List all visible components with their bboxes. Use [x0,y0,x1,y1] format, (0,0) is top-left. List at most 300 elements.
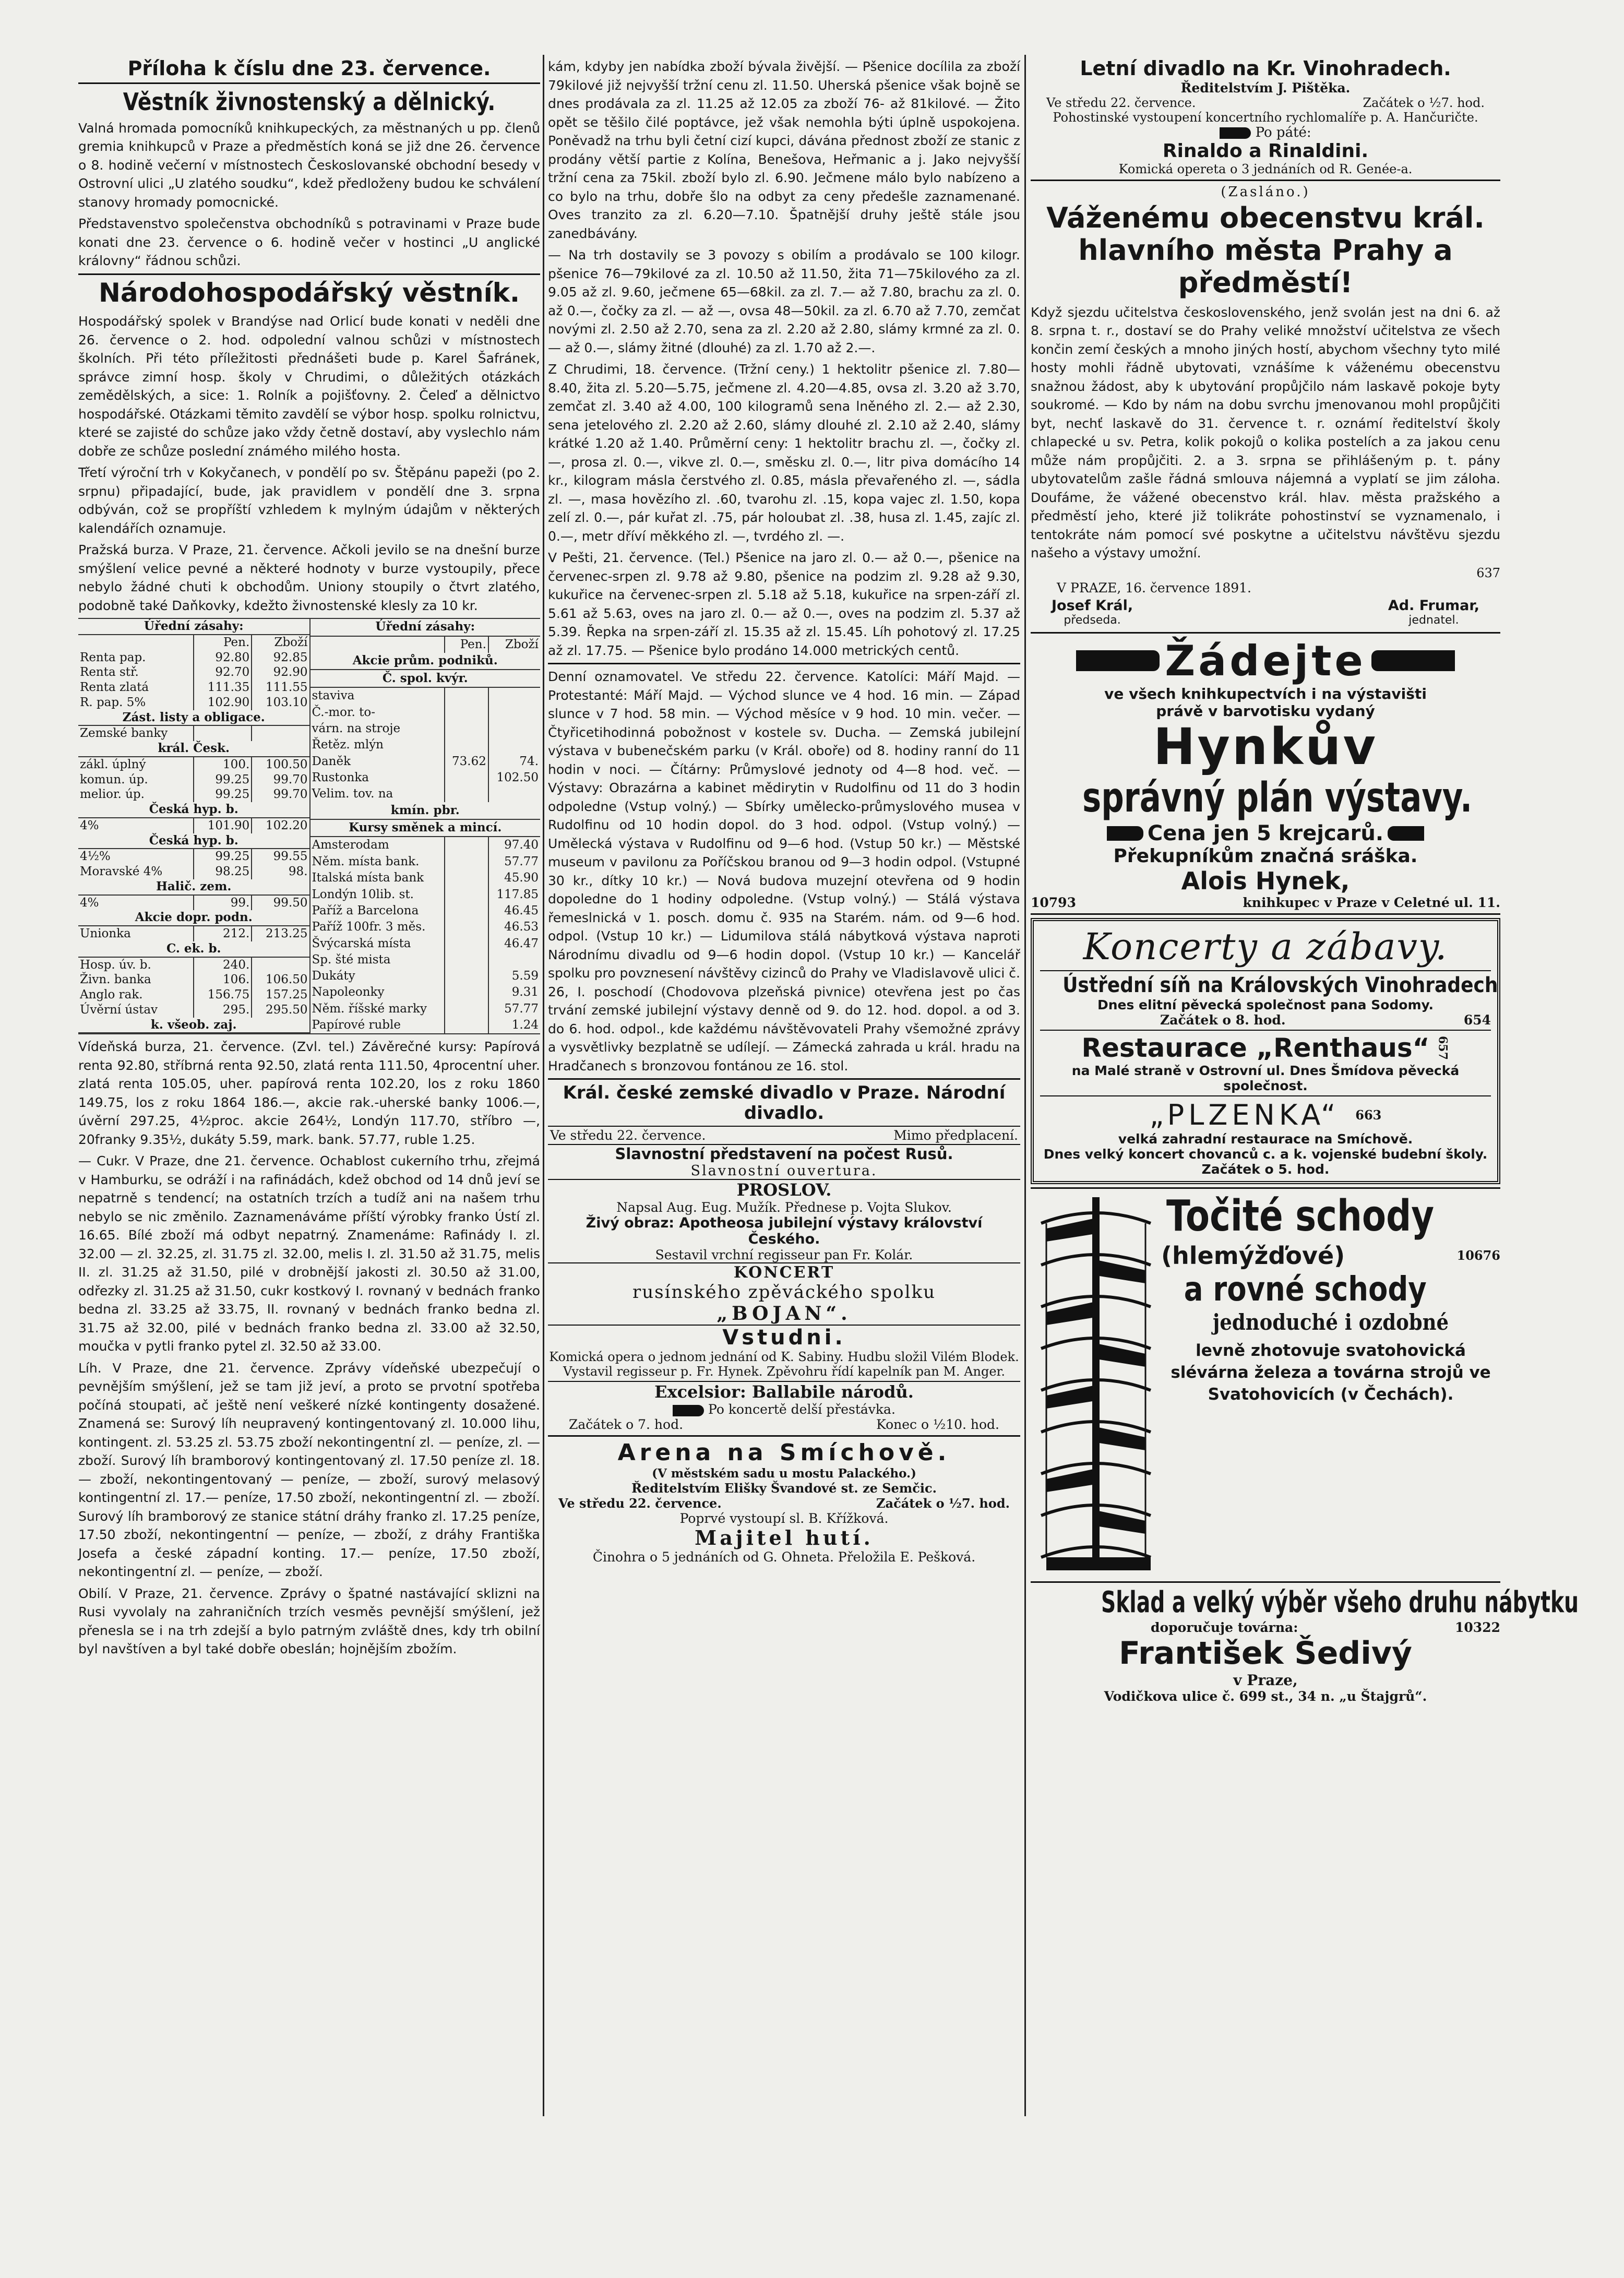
trade-news-heading: Věstník živnostenský a dělnický. [123,87,496,116]
appeal-signatures [1031,595,1500,629]
trade-article-1: Valná hromada pomocníků knihkupeckých, za městnaných u pp. členů gremia knihkupců v Praze a předměstích koná se již dne 26. července o 8. hodině večerní v místnostech Českoslovanské obchodní besedy v Ostrovní ulici „U zlatého soudku“, kdež předloženy budou ke schválení stanovy hromady pomocnické. [78,120,540,210]
furniture-city: v Praze, [1233,1671,1298,1689]
divider [1040,1030,1491,1031]
appeal-heading: Váženému obecenstvu král. hlavního města Prahy a předměstí! [1046,201,1485,299]
bid-value [445,704,488,720]
hynek-address: knihkupec v Praze v Celetné ul. 11. [1243,895,1500,911]
table-row [310,837,541,853]
security-name: Londýn 10lib. st. [310,886,445,902]
security-name: 4½% [78,849,194,864]
exchange-table-left [78,619,309,1033]
bid-value [445,919,488,935]
vinohrady-date-row [1031,96,1500,110]
table-row [310,1001,541,1017]
vinohrady-performance-text: Po páté: [1255,124,1311,140]
divider [548,1078,1020,1080]
furniture-recommend: doporučuje továrna: [1151,1619,1298,1635]
ask-value: 74. [519,754,539,768]
theatre-times [548,1417,1020,1432]
teachers-appeal [1031,184,1500,629]
exchange-table [78,618,540,1034]
arena-play-credits: Činohra o 5 jednáních od G. Ohneta. Přeložila E. Pešková. [592,1549,976,1565]
security-name: Švýcarská místa [310,935,445,951]
theatre-opera-credits: Komická opera o jednom jednání od K. Sabiny. Hudbu složil Vilém Blodek. Vystavil regisseur p. Fr. Hynek. Zpěvohru řídí kapelník pan M. Anger. [549,1350,1019,1379]
table-row [310,819,541,837]
bid-value [445,870,488,886]
ask-value: 98. [288,865,308,879]
ask-value: 213.25 [266,927,308,941]
table-row [78,802,309,818]
staircase-text [1161,1192,1500,1406]
table-row [78,972,309,987]
ask-value: 57.77 [504,854,539,868]
ask-value: 99.70 [273,788,308,802]
bid-value [445,935,488,951]
security-name: R. pap. 5% [78,695,194,710]
ask-value: 106.50 [266,973,308,987]
theatre-overture: Slavnostní ouvertura. [548,1163,1020,1180]
theatre-subscription: Mimo předplacení. [893,1128,1018,1143]
table-row [78,650,309,665]
table-row [78,926,309,941]
theatre-start: Začátek o 7. hod. [569,1417,684,1433]
security-name: Zást. listy a obligace. [78,710,309,726]
furniture-address: Vodičkova ulice č. 699 st., 34 n. „u Štajgrů“. [1104,1688,1427,1704]
security-name: staviva [310,687,445,704]
security-name: Řetěz. mlýn [310,737,445,753]
security-name: Halič. zem. [78,879,309,895]
table-title-row [78,619,309,635]
security-name: Kursy směnek a mincí. [310,819,541,837]
ask-value [488,687,540,704]
bid-value: 98.25 [194,864,252,879]
bid-value: 295. [194,1003,252,1018]
plzenka-heading: „PLZENKA“ [1149,1099,1340,1132]
security-name: Něm. místa bank. [310,854,445,870]
bid-value [445,687,488,704]
ask-value: 102.50 [496,770,539,784]
table-row [78,665,309,680]
pointing-hand-icon [673,1405,704,1416]
theatre-heading: Král. české zemské divadlo v Praze. Národní divadlo. [563,1082,1006,1124]
vinohrady-date: Ve středu 22. července. [1046,95,1196,110]
table-row [310,903,541,919]
ask-value: 102.20 [266,818,308,832]
ask-value: 46.53 [504,920,539,934]
table-row [78,849,309,864]
security-name: komun. úp. [78,772,194,788]
furniture-number: 10322 [1455,1619,1500,1635]
bid-value [445,1017,488,1033]
economy-news-heading: Národohospodářský věstník. [99,277,520,308]
security-name: Akcie dopr. podn. [78,910,309,926]
column-header: Pen. [194,635,252,650]
security-name: Úvěrní ústav [78,1003,194,1018]
arena-location: (V městském sadu u mostu Palackého.) [652,1466,916,1481]
table-row [78,987,309,1003]
ask-value [488,786,540,802]
divider [548,663,1020,664]
vinohrady-direction: Ředitelstvím J. Pištěka. [1180,80,1351,96]
arena-play-title: Majitel hutí. [695,1525,874,1549]
table-column-headers [78,635,309,650]
ask-heading: Žádejte [1165,636,1366,685]
vinohrady-theatre-ad [1031,57,1500,176]
ask-value: 99.50 [273,896,308,910]
bid-value: 99.25 [194,787,252,802]
divider [1031,180,1500,181]
divider [1031,913,1500,915]
plzenka-program: Dnes velký koncert chovanců c. a k. vojenské budební školy. Začátek o 5. hod. [1043,1147,1488,1177]
security-name: Anglo rak. [78,987,194,1003]
table-row [78,772,309,788]
furniture-recommend-row [1031,1620,1500,1635]
appeal-date: V PRAZE, 16. července 1891. [1057,580,1251,595]
ask-value: 57.77 [504,1001,539,1016]
bid-value [445,721,488,737]
bid-value: 92.80 [194,650,252,665]
security-name: Akcie prům. podniků. [310,653,541,670]
bid-value: 99.25 [194,772,252,788]
table-row [310,704,541,720]
ask-value [488,952,540,968]
theatre-opera-title: Vstudni. [722,1326,846,1350]
snail-row [1161,1242,1500,1270]
bid-value: 100. [194,757,252,772]
national-theatre-ad [548,1083,1020,1432]
security-name: Zemské banky [78,725,194,741]
security-name: Č. spol. kvýr. [310,670,541,687]
bid-value [194,725,252,741]
security-name: melior. úp. [78,787,194,802]
snail-label: (hlemýžďové) [1161,1241,1345,1270]
security-name: Moravské 4% [78,864,194,879]
table-row [310,919,541,935]
right-column [1031,57,1579,2114]
renthaus-heading: Restaurace „Renthaus“ [1081,1033,1430,1064]
table-row [310,687,541,704]
table-row [310,802,541,819]
vinohrady-play-title: Rinaldo a Rinaldini. [1162,140,1369,162]
theatre-end: Konec o ½10. hod. [876,1417,999,1433]
table-row [78,741,309,757]
security-name: kmín. pbr. [310,802,541,819]
ask-value: 99.55 [273,850,308,864]
table-row [310,721,541,737]
ask-value [252,957,309,973]
security-name: Dukáty [310,968,445,984]
theatre-speech: PROSLOV. [736,1180,832,1200]
supplement-header: Příloha k číslu dne 23. července. [78,57,540,84]
divider [1031,1581,1500,1583]
table-row [310,670,541,687]
security-name: král. Česk. [78,741,309,757]
security-name: Česká hyp. b. [78,833,309,849]
security-name: k. všeob. zaj. [78,1018,309,1033]
bid-value [445,903,488,919]
bid-value [445,886,488,902]
ask-value: 92.85 [273,650,308,664]
plzenka-row [1040,1099,1491,1131]
hynek-issued: právě v barvotisku vydaný [1156,702,1375,720]
table-row [310,737,541,753]
ask-value: 1.24 [511,1018,539,1032]
bid-value: 73.62 [445,753,488,769]
security-name: Papírové ruble [310,1017,445,1033]
divider [1031,1187,1500,1189]
table-row [310,935,541,951]
sent-in-label: (Zasláno.) [1221,184,1310,200]
security-name: Paříž a Barcelona [310,903,445,919]
table-row [78,710,309,726]
security-name: 4% [78,818,194,833]
table-row [78,910,309,926]
security-name: Česká hyp. b. [78,802,309,818]
security-name: Amsterodam [310,837,445,853]
table-row [310,786,541,802]
security-name: Napoleonky [310,984,445,1000]
table-row [78,787,309,802]
table-row [310,984,541,1000]
column-header [310,636,445,653]
sugar-article: — Cukr. V Praze, dne 21. července. Ochablost cukerního trhu, zřejmá v Hamburku, se odráží i na rafinádách, kdež obchod od 14 dnů jeví se nepatrně s tendencí; na ostatních trzích a tudíž ani na našem trhu nebylo se nic změnilo. Zaznamenáváme příští výrobky franko Ústí zl. 16.65. Bílé zboží má odbyt nepatrný. Znamenáme: Rafinády I. zl. 32.00 — zl. 32.25, zl. 31.75 zl. 32.00, melis I. zl. 31.50 až 31.75, melis II. zl. 31.25 až 31.50, pilé v drobnější jakosti zl. 30.50 až 31.00, odřezky zl. 31.25 až 31.50, cukr kostkový I. rovnaný v bednách franko bedna zl. 33.25 až 33.75, II. rovnaný v bednách franko bedna zl. 31.75 až 32.00, pilé v bednách franko bedna zl. 33.00 až 32.50, moučka v pytli franko pytel zl. 32.50 až 33.00. [78,1153,540,1354]
vinohrady-hall: Ústřední síň na Královských Vinohradech [1062,973,1498,998]
security-name: C. ek. b. [78,941,309,957]
bid-value: 156.75 [194,987,252,1003]
plzenka-number: 663 [1355,1107,1382,1123]
column-header [78,635,194,650]
pointing-hand-icon [1076,650,1160,671]
bid-value: 99.25 [194,849,252,864]
secretary-name: Ad. Frumar, [1388,597,1479,614]
renthaus-number: 657 [1436,1036,1450,1060]
daily-announcer: Denní oznamovatel. Ve středu 22. července. Katolíci: Máří Majd. — Protestanté: Máří Majd. — Východ slunce ve 4 hod. 16 min. — Západ slunce v 7 hod. 58 min. — Východ měsíce v 9 hod. 10 min. večer. — Čtyřicetihodinná pobožnost v kostele sv. Ducha. — Zemská jubilejní výstava v bubenečském parku (v Král. oboře) od 8. hodiny ranní do 11 hodin v noci. — Čítárny: Průmyslové jednoty od 4—8 hod. več. — Výstavy: Obrazárna a kabinet mědirytin v Rudolfinu od 11 do 3 hodin odpoledne (Vstup volný.) — Sbírky umělecko-průmyslového musea v Rudolfinu od 10 hodin dopol. do 3 hod. odpol. (Vstup volný.) — Umělecká výstava v Rudolfinu od 9—6 hod. (Vstup 50 kr.) — Městské museum v pavilonu za Poříčskou branou od 9—3 hodin odpol. (Vstupné 30 kr., dítky 10 kr.) — Nová budova muzejní otevřena od 9 hodin dopoledne do 1 hodiny odpoledne. (Vstup volný.) — Stálá výstava řemeslnická v 1. posch. domu č. 935 na Starém. nám. od 9—6 hod. odpol. (Vstup 10 kr.) — Lidumilova stálá nábytková výstava naproti Národnímu divadlu od 9—6 hodin dopol. (Vstup 10 kr.) — Kancelář spolku pro povznesení návštěvy cizinců do Prahy ve Vladislavově ulici č. 26, I. poschodí (Chodovova plzeňská pivnice) otevřena jest po čas trvání zemské jubilejní výstavy denně od 9. do 12. hod. dopol. a od 3. do 6. hod. odpol., kde každému návštěvovateli Prahy všemožné zprávy a vysvětlivky bezplatně se udílejí. — Zámecká zahrada u král. hradu na Hradčanech s bronzovou fontánou ze 16. stol. [548,669,1020,1074]
ask-value: 97.40 [504,838,539,852]
ask-value [488,737,540,753]
appeal-text: Když sjezdu učitelstva československého, jenž svolán jest na dni 6. až 8. srpna t. r., dostaví se do Prahy veliké množství učitelstva ze všech končin zemí českých a mnoho jiných hostí, abychom všechny tyto milé hosty mohli řádně ubytovati, vznášíme k váženému obecenstvu snažnou žádost, aby k ubytování propůjčilo nám laskavě pokoje byty soukromé. — Kdo by nám na dobu svrchu jmenovanou mohl propůjčiti byt, nechť laskavě do 31. července t. r. oznámí ředitelství školy chlapecké u sv. Petra, kolik pokojů o kolika postelích a za jakou cenu může nám propůjčiti. 2. a 3. srpna se přihlášeným p. t. pány ubytovatelům zašle řádná smlouva nájemná a vyplatí se jim záloha. Doufáme, že vážené obecenstvo král. hlav. města pražského a předměstí jeho, které již tolikráte pohostinství se vyznamenalo, i tentokráte nám pomocí své poskytne a učitelstvu návštěvu sjezdu našeho a výstavy umožní. [1031,304,1500,561]
pointing-hand-icon [1388,826,1424,841]
vinohrady-hall-program: Dnes elitní pěvecká společnost pana Sodomy. [1097,997,1434,1013]
security-name: Živn. banka [78,972,194,987]
staircase-number: 10676 [1456,1248,1500,1263]
arena-start: Začátek o ½7. hod. [876,1495,1010,1511]
vinohrady-guest: Pohostinské vystoupení koncertního rychlomalíře p. A. Hančuričte. [1053,110,1478,125]
theatre-choir-name: „BOJAN“. [548,1303,1020,1326]
ask-value: 117.85 [496,887,539,901]
column-header: Zboží [274,635,308,649]
stairs-maker: levně zhotovuje svatohovická slévárna železa a továrna strojů ve Svatohovicích (v Čechách). [1171,1341,1491,1404]
arena-debut: Poprvé vystoupí sl. B. Křížková. [679,1510,889,1526]
table-row [78,941,309,957]
hynek-where: ve všech knihkupectvích i na výstavišti [1104,685,1427,702]
vinohrady-hall-number: 654 [1463,1012,1491,1028]
table-row [78,864,309,879]
theatre-speech-author: Napsal Aug. Eug. Mužík. Přednese p. Vojta Slukov. [616,1200,952,1215]
theatre-date: Ve středu 22. července. [550,1128,706,1143]
pest-prices: V Pešti, 21. července. (Tel.) Pšenice na jaro zl. 0.— až 0.—, pšenice na červenec-srpen zl. 9.78 až 9.80, pšenice na podzim zl. 9.28 až 9.30, kukuřice na červenec-srpen zl. 5.18 až 5.18, kukuřice na srpen-září zl. 5.61 až 5.63, oves na jaro zl. 0.— až 0.—, oves na podzim zl. 5.37 až 5.39. Řepka na srpen-září zl. 15.35 až zl. 15.45. Líh pohotový zl. 17.25 až zl. 17.75. — Pšenice bylo prodáno 14.000 metrických centů. [548,550,1020,658]
furniture-heading: Sklad a velký výběr všeho druhu nábytku [1101,1585,1579,1620]
straight-stairs-heading: a rovné schody [1184,1270,1427,1309]
divider [1031,632,1500,634]
theatre-tableau-credit: Sestavil vrchní regisseur pan Fr. Kolár. [548,1247,1020,1263]
arena-date: Ve středu 22. července. [558,1495,722,1511]
plzenka-description: velká zahradní restaurace na Smíchově. [1118,1131,1413,1147]
table-title: Úřední zásahy: [78,619,309,635]
security-name: Renta stř. [78,665,194,680]
ask-row [1031,637,1500,685]
table-row [310,770,541,786]
economy-article-2: Třetí výroční trh v Kokyčanech, v pondělí po sv. Štěpánu papeži (po 2. srpnu) připadající, bude, jak pravidlem v pondělí dne 3. srpna odbýván, což se propříští vzhledem k mylným údajům v některých kalendářích oznamuje. [78,465,540,536]
ask-value: 295.50 [266,1003,308,1017]
renthaus-row [1040,1033,1491,1063]
ask-value: 111.55 [266,681,308,695]
chair-role: předseda. [1064,613,1121,627]
pointing-hand-icon [1107,826,1143,841]
grain-article-cont: kám, kdyby jen nabídka zboží bývala živější. — Pšenice docílila za zboží 79kilové již nejvyšší tržní cenu zl. 11.50. Uherská pšenice však bojně se dnes prodávala za zl. 11.25 až 12.05 za zboží 76- až 81kilové. — Žito opět se těšilo čilé poptávce, jež však nemohla býti úplně uspokojena. Poněvadž na trhu byli četní cizí kupci, dávána přednost zboží ze stanic z prodány větší partie z Kolína, Benešova, Heřmanic a j. Jako nejvyšší tržní cena za 75kil. zboží bylo zl. 6.90. Ječmene málo bylo nabízeno a co bylo na trhu, dobře šlo na odbyt za ceny předešle zaznamenané. Oves tranzito za zl. 6.20—7.10. Špatnější druhy ještě stále jsou zanedbávány. [548,59,1020,241]
ask-value: 9.31 [511,985,539,999]
theatre-choir: rusínského zpěváckého spolku [632,1282,936,1303]
table-row [78,1018,309,1033]
bid-value [445,737,488,753]
security-name: Unionka [78,926,194,941]
vinohrady-hall-start-row [1040,1012,1491,1028]
bid-value: 106. [194,972,252,987]
hynek-name: Alois Hynek, [1181,867,1350,896]
security-name: Sp. šté mista [310,952,445,968]
theatre-interval [548,1402,1020,1417]
arena-ad [548,1440,1020,1565]
bid-value [445,968,488,984]
ask-value: 46.45 [504,903,539,917]
ask-value: 46.47 [504,936,539,950]
chair-name: Josef Král, [1052,597,1133,614]
divider [1040,970,1491,971]
chrudim-prices: Z Chrudimi, 18. července. (Tržní ceny.) 1 hektolitr pšenice zl. 7.80—8.40, žita zl. 5.20—5.75, ječmene zl. 4.20—4.85, ovsa zl. 3.20 až 3.70, zemčat zl. 3.40 až 4.00, 100 kilogramů sena lněného zl. 2.— až 2.30, sena jetelového zl. 2.20 až 2.60, slámy dlouhé zl. 2.10 až 2.40, slámy krátké 1.20 až 1.40. Průměrní ceny: 1 hektolitr brachu zl. —, čočky zl. —, prosa zl. 0.—, vikve zl. 0.—, směsku zl. 0.—, litr piva domácího 14 kr., kilogram másla čerstvého zl. 0.85, másla převařeného zl. —, sádla zl. —, masa hovězího zl. .60, tvarohu zl. .15, kopa vajec zl. 1.50, kopa zelí zl. 0.—, pár kuřat zl. .75, pár holoubat zl. .38, husa zl. 1.45, zajíc zl. 0.—, metr dříví měkkého zl. —, tvrdého zl. —. [548,362,1020,544]
appeal-number: 637 [1476,565,1500,580]
hynek-subtitle: správný plán výstavy. [1082,774,1473,821]
stairs-style: jednoduché i ozdobné [1212,1309,1449,1335]
security-name: Č.-mor. to- [310,704,445,720]
concerts-ad [1031,918,1500,1184]
divider [1040,1095,1491,1096]
bid-value: 92.70 [194,665,252,680]
bid-value: 212. [194,926,252,941]
theatre-concert: KONCERT [733,1263,835,1282]
bid-value: 240. [194,957,252,973]
column-rule-1 [543,55,544,2116]
security-name: Paříž 100fr. 3 měs. [310,919,445,935]
bid-value [445,984,488,1000]
renthaus-program: na Malé straně v Ostrovní ul. Dnes Šmídova pěvecká společnost. [1071,1063,1460,1094]
concerts-heading: Koncerty a zábavy. [1083,925,1448,969]
vinohrady-start: Začátek o ½7. hod. [1363,95,1485,110]
furniture-ad [1031,1585,1579,1704]
ask-value: 92.90 [273,665,308,679]
security-name: Italská místa bank [310,870,445,886]
table-row [310,886,541,902]
hynek-number: 10793 [1031,895,1076,911]
table-title: Úřední zásahy: [310,619,541,636]
signature-chair [1052,598,1133,627]
table-row [310,753,541,769]
ask-value: 99.70 [273,772,308,786]
divider [548,1435,1020,1437]
pointing-hand-icon [1371,650,1455,671]
theatre-date-row [548,1126,1020,1145]
vinohrady-play-credits: Komická opereta o 3 jednáních od R. Genée-a. [1118,161,1413,176]
table-row [310,968,541,984]
left-column [78,57,540,2108]
table-column-headers [310,636,541,653]
bid-value: 111.35 [194,680,252,695]
bid-value [445,952,488,968]
signature-secretary [1388,598,1479,627]
table-row [310,854,541,870]
table-row [78,833,309,849]
column-rule-2 [1024,55,1026,2116]
hynek-discount: Překupníkům značná sráška. [1113,845,1418,867]
pointing-hand-icon [1220,127,1251,139]
hynek-title: Hynkův [1153,717,1378,776]
hynek-address-row [1031,895,1500,910]
vienna-exchange-article: Vídeňská burza, 21. července. (Zvl. tel.) Závěrečné kursy: Papírová renta 92.80, stříbrná renta 92.50, zlatá renta 111.50, 4procentní uher. zlatá renta 105.05, uher. papírová renta 102.20, los z roku 1860 149.75, los z roku 1864 186.—, akcie rak.-uherské banky 1006.—, úvěrní 297.25, 4½proc. akcie 264½, Londýn 117.70, stříbro —, 20franky 9.35½, dukáty 5.59, mark. bank. 57.77, ruble 1.25. [78,1039,540,1147]
middle-column [548,57,1020,2114]
price-row [1031,821,1500,845]
trade-article-2: Představenstvo společenstva obchodníků s potravinami v Praze bude konati dne 23. července o 6. hodině večer v hostinci „U anglické královny“ řádnou schůzi. [78,216,540,269]
spiral-stairs-heading: Točité schody [1166,1191,1435,1242]
security-name: Velim. tov. na [310,786,445,802]
vinohrady-performance-no [1031,125,1500,140]
spirits-article: Líh. V Praze, dne 21. července. Zprávy vídeňské ubezpečují o pevnějším smýšlení, jež se tam již jeví, a proto se prvotní spotřeba počíná stoupati, ač ještě není veškeré nízké kontingenty dosažené. Znamená se: Surový líh neupravený kontingentovaný zl. 10.000 lihu, kontingent. zl. 53.25 zl. 53.75 zboží nekontingentní zl. — peníze, zl. — zboží. Surový líh bramborový kontingentovaný zl. 17.50 peníze zl. 18.— zboží, nekontingentovaný — peníze, — zboží, surový melasový kontingentní zl. 17.— peníze, 17.50 zboží, nekontingentní zl. — zboží. Surový líh bramborový ze stanice státní dráhy franko zl. 17.25 peníze, 17.50 zboží, nekontingentní — peníze, — zboží, z dráhy Františka Josefa a české západní konting. 17.— peníze, 17.50 zboží, nekontingentní zl. — peníze, — zboží. [78,1360,540,1580]
divider [78,273,540,275]
table-row [78,757,309,772]
ask-value: 103.10 [266,695,308,709]
market-article: — Na trh dostavily se 3 povozy s obilím a prodávalo se 100 kilogr. pšenice 76—79kilové za zl. 10.50 až 11.50, žita 71—75kilového za zl. 9.05 až zl. 9.60, ječmene 65—68kil. za zl. 7.— až 7.80, brachu za zl. 0. až 0.—, čočky za zl. — až —, ovsa 48—50kil. za zl. 6.70 až 7.70, zemčat novými zl. 2.50 až 2.70, sena za zl. 2.20 až 2.80, slámy krmné za zl. 0.— až 0.—, slámy žitné (dlouhé) za zl. 1.70 až 2.—. [548,247,1020,355]
staircase-ad [1031,1192,1500,1578]
economy-article-1: Hospodářský spolek v Brandýse nad Orlicí bude konati v neděli dne 26. července o 2. hod. odpolední valnou schůzi v místnostech školních. Při této příležitosti přednášeti bude p. Karel Šafránek, správce zimní hosp. školy v Chrudimi, o důležitých otázkách zemědělských, a sice: 1. Rolník a pojišťovny. 2. Čeleď a dělnictvo hospodářské. Otázkami těmito zavdělí se výbor hosp. spolku rolnictvu, které se zajisté do schůze jako vždy četně dostaví, aby vyslechlo nám dobře ze schůze poslední známého milého hosta. [78,314,540,459]
bid-value [445,770,488,786]
bid-value [445,837,488,853]
table-row [78,895,309,911]
column-header: Zboží [505,637,539,651]
security-name: Renta pap. [78,650,194,665]
table-row [78,879,309,895]
arena-heading: Arena na Smíchově. [617,1439,951,1466]
table-row [78,818,309,833]
table-row [78,1003,309,1018]
spiral-staircase-illustration [1031,1192,1161,1573]
ask-value: 157.25 [266,988,308,1002]
grain-article: Obilí. V Praze, 21. července. Zprávy o špatné nastávající sklizni na Rusi vyvolaly na zahraničních trzích vesměs pevnější smýšlení, jež přenesla se i na trh zdejší a bylo patrným zvláště dnes, kdy trh obilní byl navštíven a byl také dobře obeslán; hojnějším zbožím. [78,1585,540,1657]
table-row [78,680,309,695]
bid-value: 102.90 [194,695,252,710]
table-row [310,870,541,886]
theatre-tableau: Živý obraz: Apotheosa jubilejní výstavy království Českého. [586,1215,983,1248]
bid-value: 101.90 [194,818,252,833]
security-name: Daněk [310,753,445,769]
theatre-gala: Slavnostní představení na počest Rusů. [615,1145,953,1163]
hynek-price: Cena jen 5 krejcarů. [1147,821,1384,846]
ask-value [488,704,540,720]
theatre-ballet: Excelsior: Ballabile národů. [548,1381,1020,1402]
security-name: Hosp. úv. b. [78,957,194,973]
table-title-row [310,619,541,636]
secretary-role: jednatel. [1408,613,1459,627]
vinohrady-hall-start: Začátek o 8. hod. [1160,1012,1286,1028]
ask-value [488,721,540,737]
ask-value: 5.59 [511,969,539,983]
ask-value: 100.50 [266,757,308,771]
